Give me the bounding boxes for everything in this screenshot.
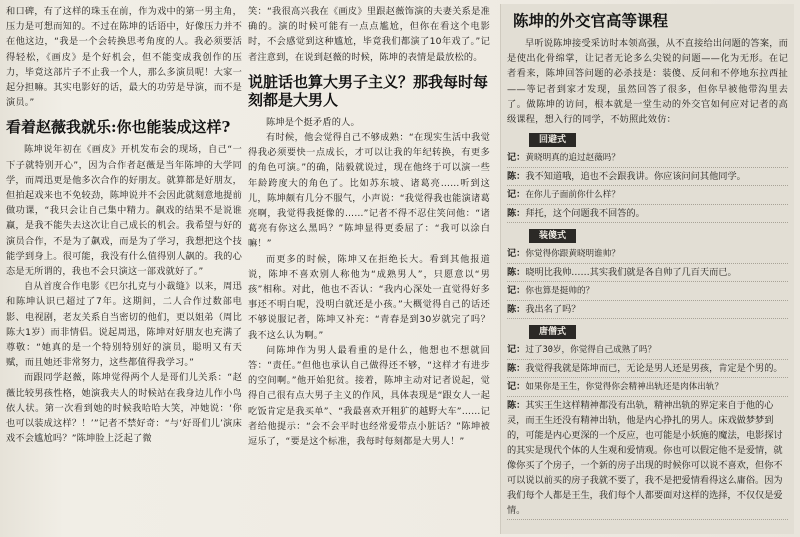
qa-section-tag: 装傻式 bbox=[529, 229, 576, 243]
qa-section-tag: 回避式 bbox=[529, 133, 576, 147]
answer-row bbox=[507, 205, 788, 223]
speaker-label: 记： bbox=[507, 248, 526, 260]
body-paragraph: 问陈坤作为男人最看重的是什么，他想也不想就回答：“责任。”但他也承认自己做得还不够，“这样才有进步的空间啊。”他开始犯贫。接着，陈坤主动对记者说起，觉得自己很有点大男子主义的作风，具体表现是“跟女人一起吃饭肯定是我买单”、“我最喜欢开粗犷的越野大车”……记者给他提示：“会不会平时也经常爱带点小脏话？”陈坤被逗乐了，“要是这个标准，我每时每刻都是大男人！” bbox=[248, 344, 490, 448]
body-paragraph: 有时候，他会觉得自己不够成熟：“在现实生活中我觉得我必须要快一点成长，才可以让我的年纪转换，有更多的角色可演。”的确，陆毅就说过，现在他终于可以演一些年龄跨度大的角色了。比如苏东坡、诸葛亮……听到这儿，陈坤颇有几分不服气，小声说：“我觉得我也能演诸葛亮啊，我觉得我挺像的……”记者不得不忍住笑问他：“诸葛亮有你这么黑吗？”陈坤显得更委屈了：“我可以涂白嘛！” bbox=[248, 132, 490, 250]
question-text: 过了30岁，你觉得自己成熟了吗？ bbox=[525, 345, 657, 356]
continued-paragraph: 笑：“我很高兴我在《画皮》里跟赵薇饰演的夫妻关系是准确的。演的时候可能有一点点尴尬，但你在看这个电影时，不会感觉到这种尴尬，毕竟我们都演了10年戏了。”记者注意到，在说到赵薇的时候，陈坤的表情是最放松的。 bbox=[248, 6, 490, 63]
qa-section-playdumb bbox=[507, 223, 788, 319]
body-paragraph: 陈坤是个挺矛盾的人。 bbox=[266, 116, 360, 128]
answer-row bbox=[507, 360, 788, 378]
body-paragraph: 陈坤说年初在《画皮》开机发布会的现场，自己“一下子就特别开心”，因为合作者赵薇是当年陈坤的大学同学，而周迅更是他多次合作的好朋友。就算都是好朋友，但拍起戏来也不免较劲，陈坤说并不会因此就刻意地提前做功课，“我只会让自己集中精力。飙戏的结果不是说谁赢，是我不能失去这次让自己成长的机会。我希望与好的演员合作，不是为了飙戏，而是为了学习，我想把这个技能学到身上。很可能，我没有什么值得别人飙的。我的心态是无所谓的，我也不会只演这一部戏就好了。” bbox=[6, 144, 242, 278]
answer-row bbox=[507, 264, 788, 282]
body-paragraph: 而更多的时候，陈坤又在拒绝长大。看到其他报道说，陈坤不喜欢别人称他为“成熟男人”，只愿意以“男孩”相称。对此，他也不否认：“我内心深处一直觉得好多事还不明白呢，没明白就还是小孩。”大概觉得自己的话还不够说服记者，陈坤又补充：“青春是到30岁就完了吗？我不这么认为啊。” bbox=[248, 253, 490, 341]
question-row bbox=[507, 378, 788, 397]
question-row bbox=[507, 186, 788, 205]
qa-section-tag: 唐僧式 bbox=[529, 325, 576, 339]
question-row bbox=[507, 149, 788, 168]
speaker-label: 陈： bbox=[507, 208, 526, 220]
question-text: 你也算是挺帅的？ bbox=[525, 286, 595, 297]
answer-text: 我出名了吗？ bbox=[525, 304, 581, 316]
sidebar-heading: 陈坤的外交官高等课程 bbox=[513, 11, 669, 30]
column-middle bbox=[248, 4, 490, 534]
speaker-label: 陈： bbox=[507, 363, 526, 375]
speaker-label: 陈： bbox=[507, 304, 526, 316]
sidebar-intro: 早听说陈坤接受采访时本领高强，从不直接给出问题的答案，而是使出化骨绵掌，让记者无论多么尖锐的问题——化为无形。在记者看来，陈坤回答问题的必杀技是：装傻、反问和不停地东拉西扯——等记者到家才发现，虽然回答了很多，但你早被他带沟里去了。做陈坤的访问，根本就是一堂生动的外交官如何应对记者的高级课程，想入行的同学，不妨照此效仿： bbox=[507, 38, 788, 126]
question-row bbox=[507, 341, 788, 360]
answer-row bbox=[507, 301, 788, 319]
question-row bbox=[507, 245, 788, 264]
answer-text: 我不知道哦，追也不会跟我讲。你应该问问其他同学。 bbox=[525, 171, 746, 183]
answer-row bbox=[507, 168, 788, 186]
body-paragraph: 而跟同学赵薇，陈坤觉得两个人是哥们儿关系：“赵薇比较男孩性格，她演我夫人的时候站在我身边儿作小鸟依人状。第一次看到她的时候我哈哈大笑，冲她说：‘你也可以装成这样？！’”记者不禁好奇：“与‘好哥们儿’演床戏不会尴尬吗？”陈坤脸上泛起了微 bbox=[6, 372, 242, 445]
question-text: 在你儿子面前你什么样？ bbox=[525, 190, 620, 201]
qa-section-tangseng bbox=[507, 319, 788, 520]
speaker-label: 陈： bbox=[507, 267, 526, 279]
answer-text: 拜托，这个问题我不回答的。 bbox=[525, 208, 645, 220]
sidebar-box bbox=[500, 4, 794, 534]
qa-section-avoid bbox=[507, 127, 788, 223]
question-text: 如果你是王生，你觉得你会精神出轨还是肉体出轨？ bbox=[525, 382, 724, 393]
section-heading-zhaowei: 看着赵薇我就乐:你也能装成这样? bbox=[6, 118, 231, 137]
speaker-label: 陈： bbox=[507, 171, 526, 183]
speaker-label: 记： bbox=[507, 344, 526, 356]
answer-text: 晓明比我帅……其实我们就是各自帅了几百天而已。 bbox=[525, 267, 737, 279]
answer-text: 其实王生这样精神都没有出轨，精神出轨的界定来自于他的心灵，而王生还没有精神出轨，他是内心挣扎的男人。床戏做梦梦到的，可能是内心更深的一个反应，也可能是小妖施的魔法，电影探讨的其实是现代个体的人生观和爱情观。你也可以假定他不是爱情，就像你买了个房子，一个新的房子出现的时候你可以说不喜欢，但你不可以说以前买的房子我就不要了，我不是把爱情看得这么庸俗。因为我们每个人都是王生，我们每个人都要面对这样的选择，不仅仅是爱情。 bbox=[507, 400, 783, 517]
column-left bbox=[6, 4, 242, 534]
speaker-label: 记： bbox=[507, 152, 526, 164]
speaker-label: 记： bbox=[507, 381, 526, 393]
question-text: 黄晓明真的追过赵薇吗？ bbox=[525, 153, 620, 164]
question-text: 你觉得你跟黄晓明谁帅？ bbox=[525, 249, 620, 260]
answer-row bbox=[507, 397, 788, 520]
question-row bbox=[507, 282, 788, 301]
intro-paragraph: 和口碑，有了这样的珠玉在前，作为戏中的第一男主角，压力是可想而知的。不过在陈坤的话语中，好像压力并不在他这边，“我是一个会转换思考角度的人。我必须要活得轻松，《画皮》是个好机会，但不能变成我创作的压力，毕竟这部片子不止我一个人，那么多演员呢！大家一起分担嘛。其实电影好的话，最大的功劳是导演，而不是演员。” bbox=[6, 6, 242, 109]
answer-text: 我觉得我就是陈坤而已，无论是男人还是男孩，肯定是个男的。 bbox=[525, 363, 783, 375]
speaker-label: 记： bbox=[507, 189, 526, 201]
speaker-label: 记： bbox=[507, 285, 526, 297]
section-heading-big-man: 说脏话也算大男子主义？那我每时每刻都是大男人 bbox=[248, 72, 489, 109]
body-paragraph: 自从首度合作电影《巴尔扎克与小裁缝》以来，周迅和陈坤认识已超过了7年。这期间，二人合作过数部电影、电视剧，老友关系自当密切的他们，更以姐弟（周比陈大1岁）而非情侣。说起周迅，陈坤对好朋友也充满了尊敬：“她真的是一个特别特别好的演员，聪明又有天赋，而且她还非常努力，这些都值得我学习。” bbox=[6, 281, 242, 369]
speaker-label: 陈： bbox=[507, 400, 526, 412]
